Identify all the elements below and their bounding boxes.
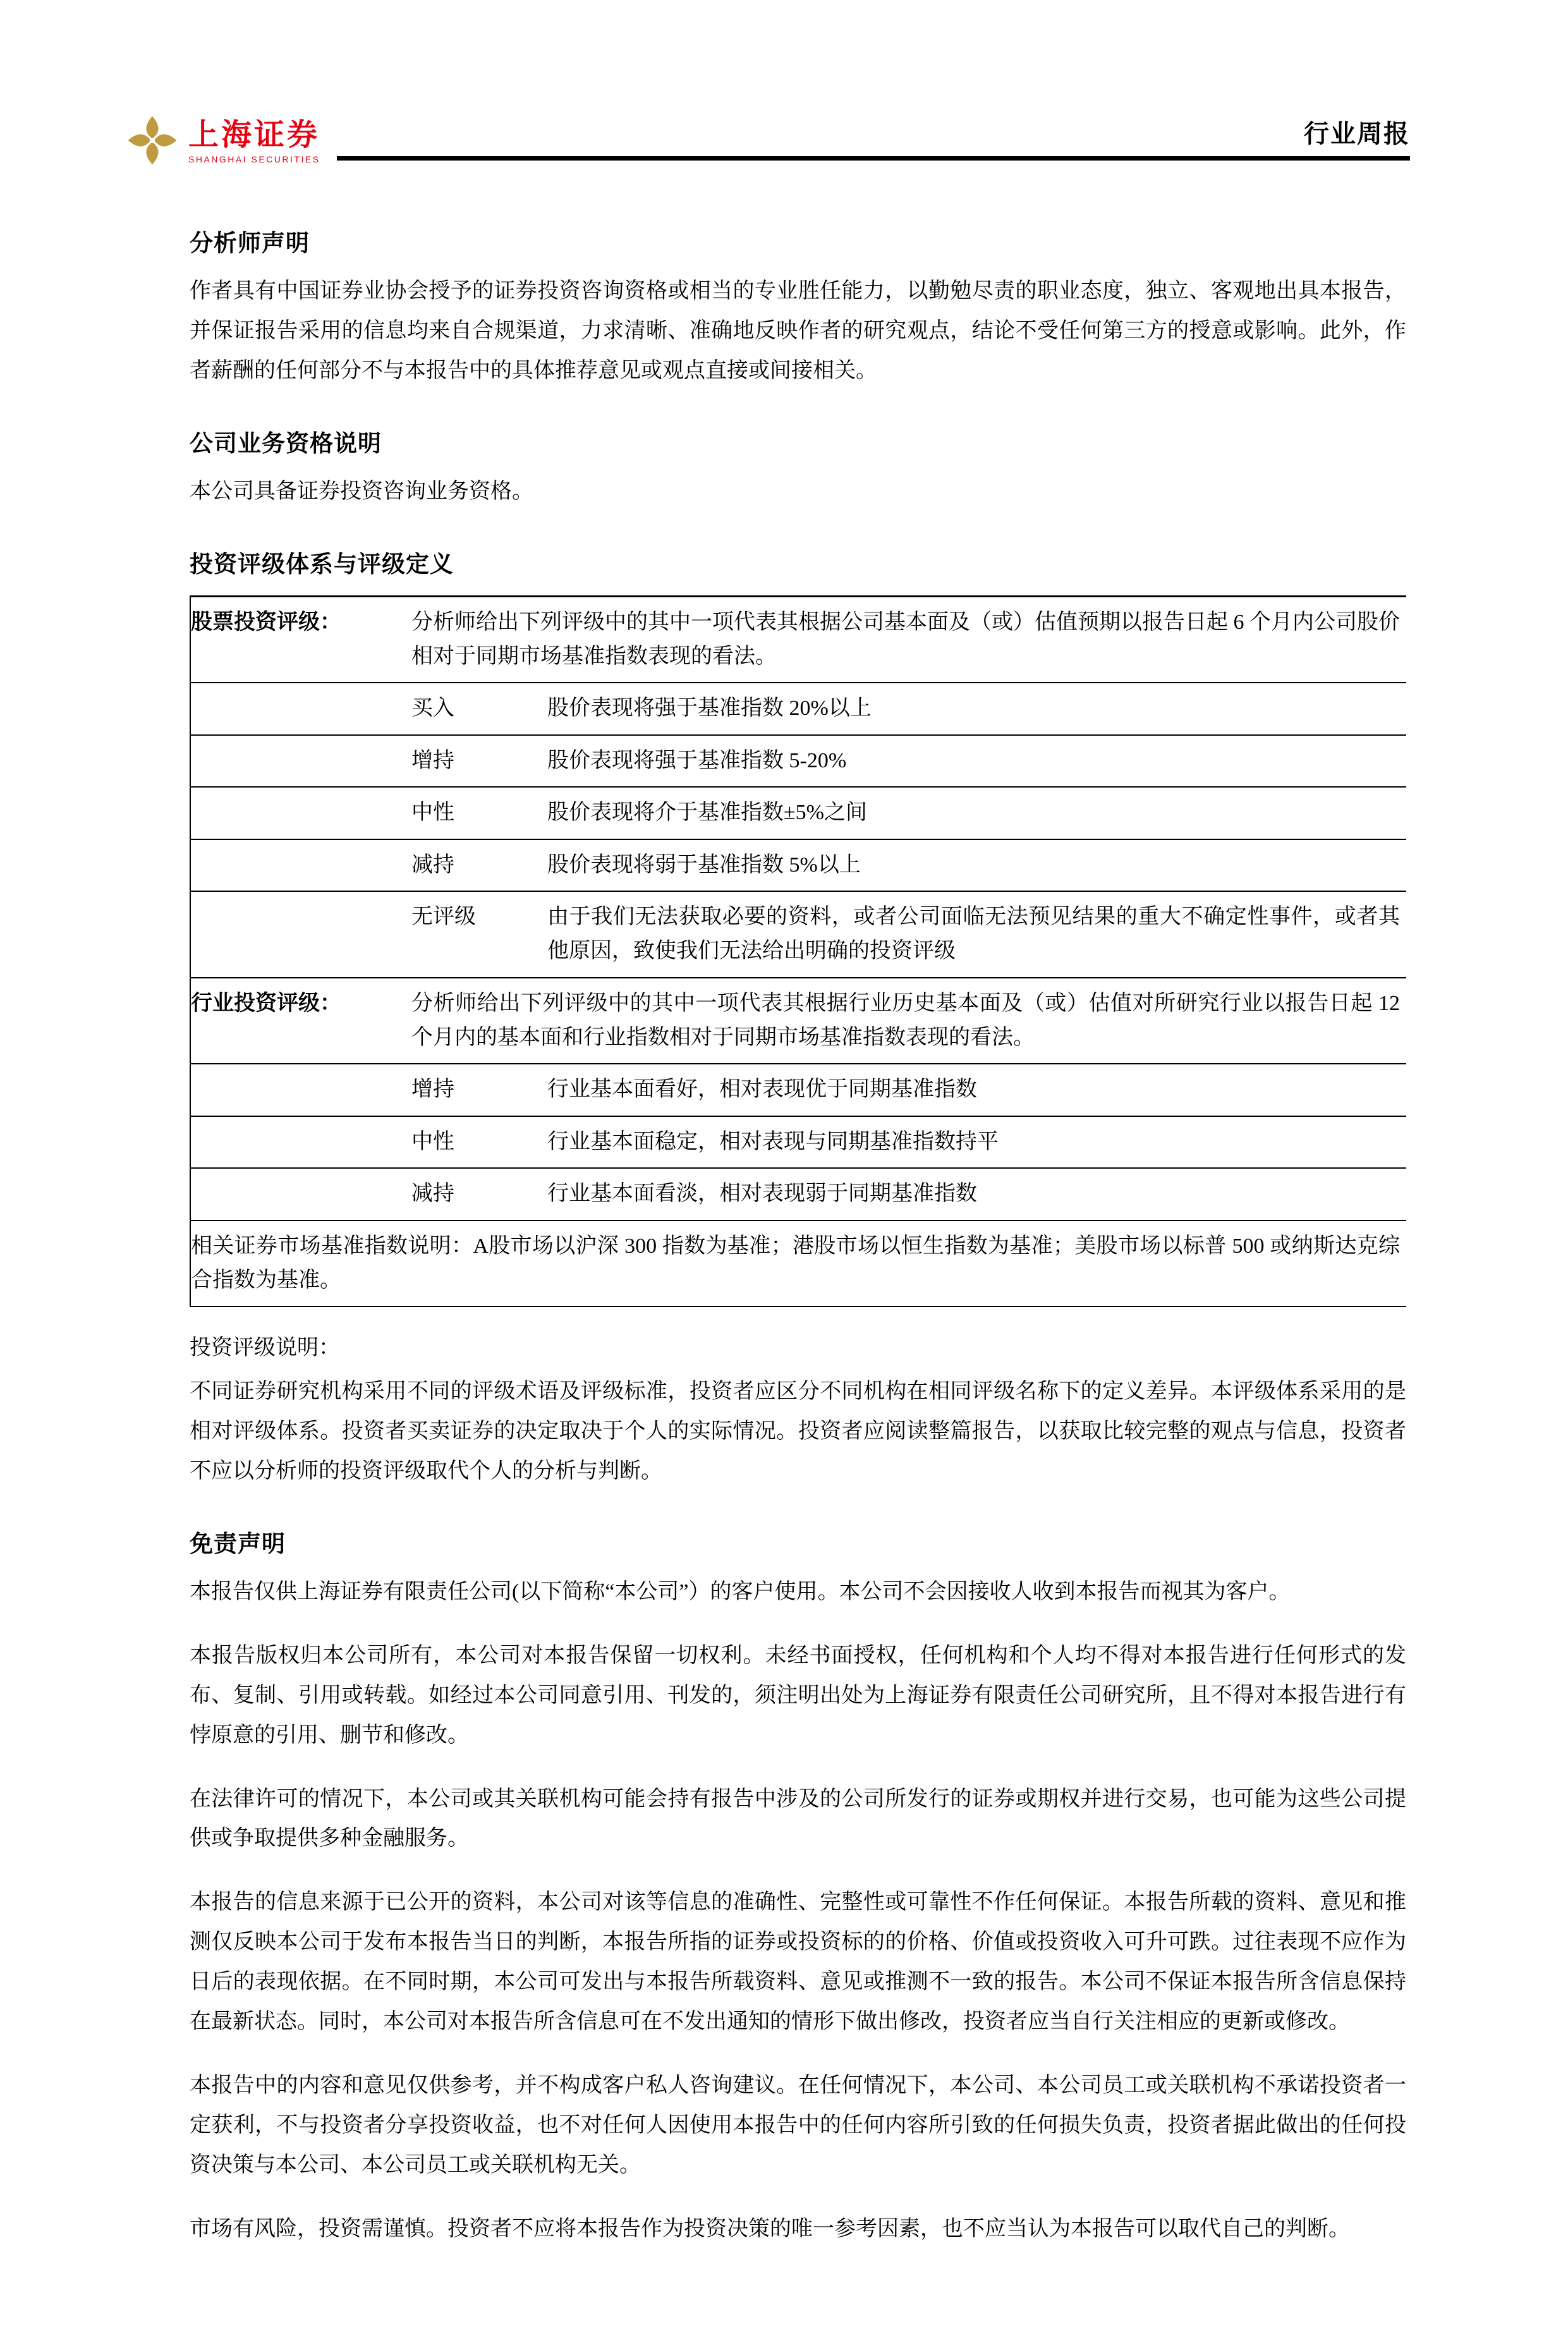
benchmark-footnote: 相关证券市场基准指数说明：A股市场以沪深 300 指数为基准；港股市场以恒生指数为基准；美股市场以标普 500 或纳斯达克综合指数为基准。 <box>190 1220 1406 1307</box>
report-page <box>0 114 1568 2249</box>
table-row <box>190 1220 1406 1307</box>
qualification-body: 本公司具备证券投资咨询业务资格。 <box>190 479 533 503</box>
rating-definition: 股价表现将弱于基准指数 5%以上 <box>547 839 1406 891</box>
rating-name: 中性 <box>411 787 547 839</box>
rating-definition: 行业基本面看好，相对表现优于同期基准指数 <box>547 1064 1406 1116</box>
table-row <box>190 1116 1406 1168</box>
disclaimer-paragraph: 本报告中的内容和意见仅供参考，并不构成客户私人咨询建议。在任何情况下，本公司、本公司员工或关联机构不承诺投资者一定获利，不与投资者分享投资收益，也不对任何人因使用本报告中的任何内容所引致的任何损失负责，投资者据此做出的任何投资决策与本公司、本公司员工或关联机构无关。 <box>190 2073 1406 2177</box>
empty-cell <box>190 683 411 734</box>
rating-definition: 股价表现将介于基准指数±5%之间 <box>547 787 1406 839</box>
table-row <box>190 978 1406 1064</box>
disclaimer-paragraph: 在法律许可的情况下，本公司或其关联机构可能会持有报告中涉及的公司所发行的证券或期权并进行交易，也可能为这些公司提供或争取提供多种金融服务。 <box>190 1787 1406 1851</box>
rating-intro: 分析师给出下列评级中的其中一项代表其根据行业历史基本面及（或）估值对所研究行业以报告日起 12 个月内的基本面和行业指数相对于同期市场基准指数表现的看法。 <box>411 978 1406 1064</box>
empty-cell <box>190 1168 411 1220</box>
rating-name: 中性 <box>411 1116 547 1168</box>
rating-definition: 行业基本面稳定，相对表现与同期基准指数持平 <box>547 1116 1406 1168</box>
brand-name-en: SHANGHAI SECURITIES <box>188 154 320 165</box>
rating-name: 增持 <box>411 1064 547 1116</box>
brand-text <box>188 119 320 164</box>
table-row <box>190 1064 1406 1116</box>
table-row <box>190 596 1406 683</box>
disclaimer-paragraph: 本报告的信息来源于已公开的资料，本公司对该等信息的准确性、完整性或可靠性不作任何保证。本报告所载的资料、意见和推测仅反映本公司于发布本报告当日的判断，本报告所指的证券或投资标的的价格、价值或投资收入可升可跌。过往表现不应作为日后的表现依据。在不同时期，本公司可发出与本报告所载资料、意见或推测不一致的报告。本公司不保证本报告所含信息保持在最新状态。同时，本公司对本报告所含信息可在不发出通知的情形下做出修改，投资者应当自行关注相应的更新或修改。 <box>190 1890 1406 2033</box>
page-header <box>126 114 1410 165</box>
table-row <box>190 1168 1406 1220</box>
empty-cell <box>190 839 411 891</box>
empty-cell <box>190 1064 411 1116</box>
empty-cell <box>190 735 411 787</box>
doc-type-label: 行业周报 <box>1304 120 1410 148</box>
rating-category: 股票投资评级： <box>190 596 411 683</box>
empty-cell <box>190 787 411 839</box>
rating-note-label: 投资评级说明： <box>190 1336 340 1360</box>
table-row <box>190 735 1406 787</box>
empty-cell <box>190 891 411 978</box>
table-row <box>190 787 1406 839</box>
header-rule <box>337 114 1410 161</box>
empty-cell <box>190 1116 411 1168</box>
brand-logo <box>126 114 337 169</box>
rating-intro: 分析师给出下列评级中的其中一项代表其根据公司基本面及（或）估值预期以报告日起 6 个月内公司股价相对于同期市场基准指数表现的看法。 <box>411 596 1406 683</box>
brand-name-cn: 上海证券 <box>188 118 320 152</box>
rating-definition: 行业基本面看淡，相对表现弱于同期基准指数 <box>547 1168 1406 1220</box>
table-row <box>190 839 1406 891</box>
analyst-statement-body: 作者具有中国证券业协会授予的证券投资咨询资格或相当的专业胜任能力，以勤勉尽责的职业态度，独立、客观地出具本报告，并保证报告采用的信息均来自合规渠道，力求清晰、准确地反映作者的研究观点，结论不受任何第三方的授意或影响。此外，作者薪酬的任何部分不与本报告中的具体推荐意见或观点直接或间接相关。 <box>190 279 1406 382</box>
rating-name: 买入 <box>411 683 547 734</box>
brand-emblem-icon <box>126 114 178 169</box>
report-content <box>190 224 1406 2249</box>
disclaimer-paragraph: 市场有风险，投资需谨慎。投资者不应将本报告作为投资决策的唯一参考因素，也不应当认为本报告可以取代自己的判断。 <box>190 2217 1350 2241</box>
disclaimer-paragraph: 本报告仅供上海证券有限责任公司(以下简称“本公司”）的客户使用。本公司不会因接收人收到本报告而视其为客户。 <box>190 1579 1291 1604</box>
rating-name: 减持 <box>411 1168 547 1220</box>
rating-definition: 股价表现将强于基准指数 20%以上 <box>547 683 1406 734</box>
qualification-title: 公司业务资格说明 <box>190 430 382 457</box>
disclaimer-title: 免责声明 <box>190 1531 286 1557</box>
table-row <box>190 891 1406 978</box>
disclaimer-paragraph: 本报告版权归本公司所有，本公司对本报告保留一切权利。未经书面授权，任何机构和个人均不得对本报告进行任何形式的发布、复制、引用或转载。如经过本公司同意引用、刊发的，须注明出处为上海证券有限责任公司研究所，且不得对本报告进行有悖原意的引用、删节和修改。 <box>190 1643 1406 1747</box>
rating-name: 减持 <box>411 839 547 891</box>
rating-category: 行业投资评级： <box>190 978 411 1064</box>
rating-system-title: 投资评级体系与评级定义 <box>190 551 454 578</box>
rating-name: 无评级 <box>411 891 547 978</box>
rating-definition: 由于我们无法获取必要的资料，或者公司面临无法预见结果的重大不确定性事件，或者其他原因，致使我们无法给出明确的投资评级 <box>547 891 1406 978</box>
rating-note-body: 不同证券研究机构采用不同的评级术语及评级标准，投资者应区分不同机构在相同评级名称下的定义差异。本评级体系采用的是相对评级体系。投资者买卖证券的决定取决于个人的实际情况。投资者应阅读整篇报告，以获取比较完整的观点与信息，投资者不应以分析师的投资评级取代个人的分析与判断。 <box>190 1380 1406 1483</box>
table-row <box>190 683 1406 734</box>
rating-table <box>190 595 1406 1308</box>
analyst-statement-title: 分析师声明 <box>190 231 310 257</box>
rating-definition: 股价表现将强于基准指数 5-20% <box>547 735 1406 787</box>
rating-name: 增持 <box>411 735 547 787</box>
